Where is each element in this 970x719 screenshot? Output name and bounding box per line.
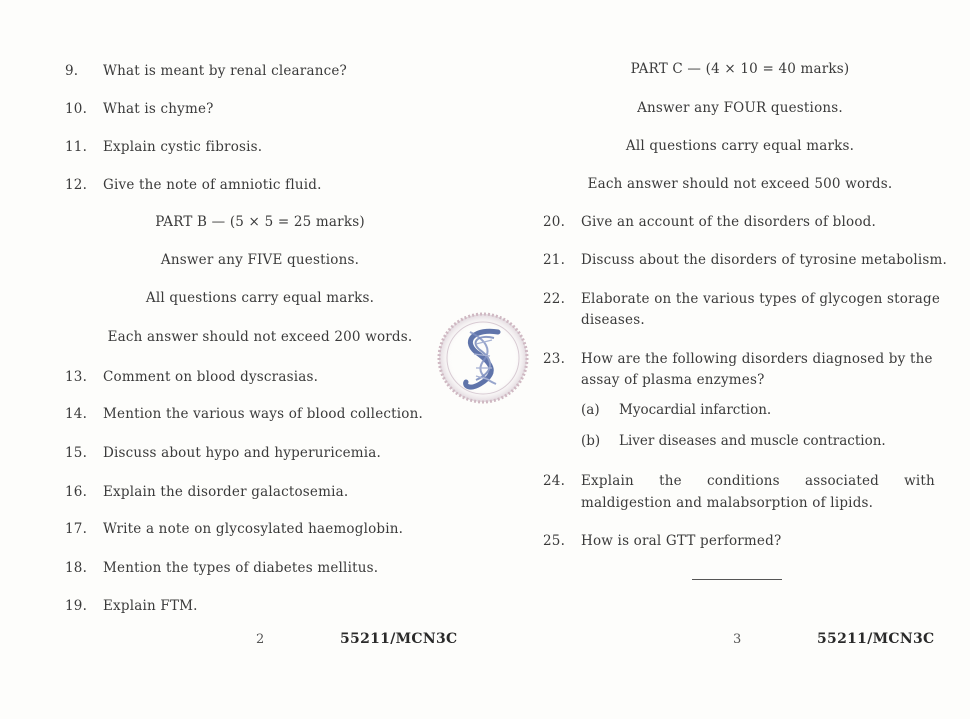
question-text: How is oral GTT performed?: [581, 533, 782, 549]
question-number: 24.: [543, 473, 566, 489]
word: the: [659, 473, 682, 489]
question-number: 10.: [65, 101, 88, 117]
question-text-line-2: assay of plasma enzymes?: [581, 372, 765, 388]
word: associated: [804, 473, 879, 489]
word: conditions: [706, 473, 780, 489]
right-page: [485, 0, 970, 719]
question-text: Write a note on glycosylated haemoglobin.: [103, 521, 404, 537]
question-text: Mention the types of diabetes mellitus.: [103, 560, 379, 576]
question-number: 19.: [65, 598, 88, 614]
part-c-instruction-1: Answer any FOUR questions.: [637, 100, 843, 116]
part-b-instruction-2: All questions carry equal marks.: [145, 290, 375, 306]
question-text: Give an account of the disorders of blood.: [581, 214, 876, 230]
subpart-a-label: (a): [581, 402, 600, 418]
dna-helix-seal-icon: [436, 310, 530, 406]
question-number: 9.: [65, 63, 79, 79]
part-b-instruction-1: Answer any FIVE questions.: [160, 252, 360, 268]
question-number: 16.: [65, 484, 88, 500]
question-text-line-1: Elaborate on the various types of glycogen storage: [581, 291, 941, 307]
part-b-instruction-3: Each answer should not exceed 200 words.: [107, 329, 413, 345]
question-text: What is chyme?: [103, 101, 214, 117]
question-text-line-2: maldigestion and malabsorption of lipids.: [581, 495, 874, 511]
question-text: Comment on blood dyscrasias.: [103, 369, 319, 385]
word: with: [904, 473, 935, 489]
question-text: Explain the disorder galactosemia.: [103, 484, 349, 500]
question-text: Give the note of amniotic fluid.: [103, 177, 322, 193]
question-text: Mention the various ways of blood collection.: [103, 406, 423, 422]
part-c-instruction-2: All questions carry equal marks.: [625, 138, 855, 154]
word: Explain: [581, 473, 634, 489]
part-c-instruction-3: Each answer should not exceed 500 words.: [587, 176, 893, 192]
question-text: Discuss about the disorders of tyrosine metabolism.: [581, 252, 948, 268]
question-text-line-1: How are the following disorders diagnosed by the: [581, 351, 933, 367]
part-c-heading: PART C — (4 × 10 = 40 marks): [630, 61, 850, 77]
question-number: 12.: [65, 177, 88, 193]
subpart-a-text: Myocardial infarction.: [619, 402, 772, 418]
paper-code: 55211/MCN3C: [340, 631, 458, 647]
question-number: 23.: [543, 351, 566, 367]
question-number: 15.: [65, 445, 88, 461]
page-number: 2: [256, 632, 265, 647]
question-number: 25.: [543, 533, 566, 549]
question-number: 22.: [543, 291, 566, 307]
question-text: Explain FTM.: [103, 598, 198, 614]
end-rule: [692, 579, 782, 580]
question-text: Explain cystic fibrosis.: [103, 139, 263, 155]
question-number: 17.: [65, 521, 88, 537]
question-text: What is meant by renal clearance?: [103, 63, 347, 79]
question-number: 21.: [543, 252, 566, 268]
question-text: Discuss about hypo and hyperuricemia.: [103, 445, 382, 461]
question-number: 14.: [65, 406, 88, 422]
paper-code: 55211/MCN3C: [817, 631, 935, 647]
page-number: 3: [733, 632, 742, 647]
question-number: 18.: [65, 560, 88, 576]
part-b-heading: PART B — (5 × 5 = 25 marks): [155, 214, 365, 230]
subpart-b-label: (b): [581, 433, 601, 449]
question-text-line-2: diseases.: [581, 312, 645, 328]
question-number: 20.: [543, 214, 566, 230]
subpart-b-text: Liver diseases and muscle contraction.: [619, 433, 886, 449]
question-text-line-1: [581, 472, 935, 490]
question-number: 11.: [65, 139, 88, 155]
question-number: 13.: [65, 369, 88, 385]
